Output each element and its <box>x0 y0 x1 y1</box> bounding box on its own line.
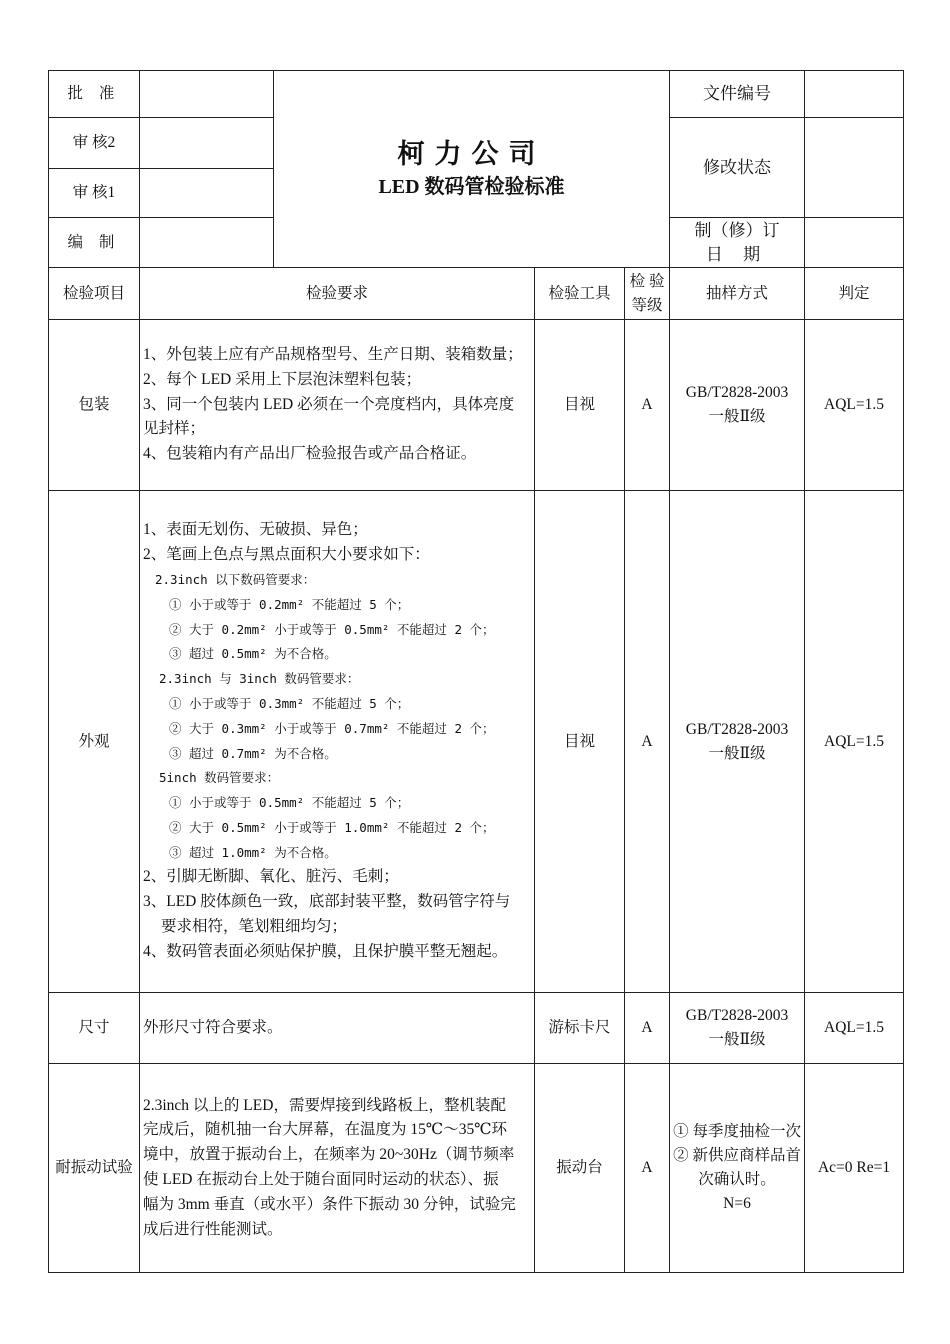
sampling-line: ② 新供应商样品首 <box>673 1147 801 1164</box>
req-line: 2、引脚无断脚、氧化、脏污、毛刺； <box>143 868 399 886</box>
sampling-line: 次确认时。 <box>698 1171 776 1188</box>
review1-label: 审 核1 <box>49 169 140 218</box>
requirement-packaging <box>140 320 535 491</box>
revision-status-field[interactable] <box>805 118 904 218</box>
tool-vibration: 振动台 <box>535 1064 625 1273</box>
tool-dimension: 游标卡尺 <box>535 993 625 1064</box>
col-level-line2: 等级 <box>631 296 663 314</box>
table-row <box>49 320 904 491</box>
req-subtitle: 2.3inch 以下数码管要求： <box>155 571 316 587</box>
item-vibration: 耐振动试验 <box>49 1064 140 1273</box>
req-line: 4、包装箱内有产品出厂检验报告或产品合格证。 <box>143 445 477 463</box>
req-subline: ① 小于或等于 0.2mm² 不能超过 5 个； <box>169 596 410 612</box>
judgement-vibration: Ac=0 Re=1 <box>805 1064 904 1273</box>
req-line: 4、数码管表面必须贴保护膜，且保护膜平整无翘起。 <box>143 942 508 960</box>
table-row <box>49 491 904 993</box>
req-line: 2、每个 LED 采用上下层泡沫塑料包装； <box>143 370 422 388</box>
judgement-appearance: AQL=1.5 <box>805 491 904 993</box>
sampling-line: ① 每季度抽检一次 <box>673 1123 801 1140</box>
judgement-dimension: AQL=1.5 <box>805 993 904 1064</box>
req-subline: ① 小于或等于 0.3mm² 不能超过 5 个； <box>169 695 410 711</box>
item-dimension: 尺寸 <box>49 993 140 1064</box>
revision-status-label: 修改状态 <box>670 118 805 218</box>
approve-field[interactable] <box>140 71 274 118</box>
requirement-dimension: 外形尺寸符合要求。 <box>140 993 535 1064</box>
col-level <box>625 268 670 320</box>
col-judgement: 判定 <box>805 268 904 320</box>
req-subline: ③ 超过 0.5mm² 为不合格。 <box>169 646 337 662</box>
req-line: 完成后，随机抽一台大屏幕，在温度为 15℃～35℃环 <box>143 1121 508 1139</box>
sampling-dimension <box>670 993 805 1064</box>
compile-field[interactable] <box>140 218 274 268</box>
revision-date-label <box>670 218 805 268</box>
req-line: 境中，放置于振动台上，在频率为 20~30Hz（调节频率 <box>143 1146 515 1164</box>
tool-packaging: 目视 <box>535 320 625 491</box>
sampling-level: 一般Ⅱ级 <box>708 744 766 762</box>
req-line: 3、同一个包装内 LED 必须在一个亮度档内，具体亮度 <box>143 395 515 413</box>
review2-label: 审 核2 <box>49 118 140 169</box>
col-requirement: 检验要求 <box>140 268 535 320</box>
req-line: 成后进行性能测试。 <box>143 1220 283 1238</box>
req-subline: ② 大于 0.5mm² 小于或等于 1.0mm² 不能超过 2 个； <box>169 819 495 835</box>
sampling-packaging <box>670 320 805 491</box>
inspection-standard-table <box>48 70 904 1273</box>
sampling-vibration <box>670 1064 805 1273</box>
level-dimension: A <box>625 993 670 1064</box>
document-title: LED 数码管检验标准 <box>378 176 565 198</box>
req-subtitle: 5inch 数码管要求： <box>159 770 280 786</box>
tool-appearance: 目视 <box>535 491 625 993</box>
req-subline: ② 大于 0.3mm² 小于或等于 0.7mm² 不能超过 2 个； <box>169 720 495 736</box>
doc-no-field[interactable] <box>805 71 904 118</box>
level-vibration: A <box>625 1064 670 1273</box>
sampling-standard: GB/T2828-2003 <box>685 720 789 738</box>
sampling-standard: GB/T2828-2003 <box>685 384 789 401</box>
sampling-line: N=6 <box>723 1195 751 1212</box>
col-item: 检验项目 <box>49 268 140 320</box>
sampling-appearance <box>670 491 805 993</box>
level-packaging: A <box>625 320 670 491</box>
req-line: 2.3inch 以上的 LED，需要焊接到线路板上，整机装配 <box>143 1096 506 1114</box>
review1-field[interactable] <box>140 169 274 218</box>
req-subline: ③ 超过 0.7mm² 为不合格。 <box>169 745 337 761</box>
revision-date-label-line1: 制（修）订 <box>694 220 780 240</box>
sampling-level: 一般Ⅱ级 <box>708 408 766 425</box>
req-line: 3、LED 胶体颜色一致，底部封装平整，数码管字符与 <box>143 893 511 911</box>
req-line: 幅为 3mm 垂直（或水平）条件下振动 30 分钟，试验完 <box>143 1195 516 1213</box>
req-line: 2、笔画上色点与黑点面积大小要求如下： <box>143 546 430 564</box>
company-name: 柯力公司 <box>397 139 546 169</box>
level-appearance: A <box>625 491 670 993</box>
item-packaging: 包装 <box>49 320 140 491</box>
title-block <box>274 71 670 268</box>
req-line: 使 LED 在振动台上处于随台面同时运动的状态）、振 <box>143 1171 499 1188</box>
req-line: 见封样； <box>143 420 206 438</box>
req-subline: ① 小于或等于 0.5mm² 不能超过 5 个； <box>169 795 410 811</box>
sampling-standard: GB/T2828-2003 <box>685 1007 789 1024</box>
col-sampling: 抽样方式 <box>670 268 805 320</box>
requirement-appearance <box>140 491 535 993</box>
req-subtitle: 2.3inch 与 3inch 数码管要求： <box>159 671 360 687</box>
table-row <box>49 1064 904 1273</box>
table-row <box>49 993 904 1064</box>
compile-label: 编 制 <box>49 218 140 268</box>
req-subline: ② 大于 0.2mm² 小于或等于 0.5mm² 不能超过 2 个； <box>169 621 495 637</box>
review2-field[interactable] <box>140 118 274 169</box>
sampling-level: 一般Ⅱ级 <box>708 1031 766 1048</box>
req-subline: ③ 超过 1.0mm² 为不合格。 <box>169 844 337 860</box>
req-line: 要求相符，笔划粗细均匀； <box>161 918 348 936</box>
doc-no-label: 文件编号 <box>670 71 805 118</box>
approve-label: 批 准 <box>49 71 140 118</box>
judgement-packaging: AQL=1.5 <box>805 320 904 491</box>
req-line: 1、表面无划伤、无破损、异色； <box>143 521 368 539</box>
revision-date-field[interactable] <box>805 218 904 268</box>
col-tool: 检验工具 <box>535 268 625 320</box>
requirement-vibration <box>140 1064 535 1273</box>
revision-date-label-line2: 日 期 <box>705 244 769 264</box>
req-line: 1、外包装上应有产品规格型号、生产日期、装箱数量； <box>143 346 523 363</box>
col-level-line1: 检 验 <box>629 272 665 290</box>
item-appearance: 外观 <box>49 491 140 993</box>
